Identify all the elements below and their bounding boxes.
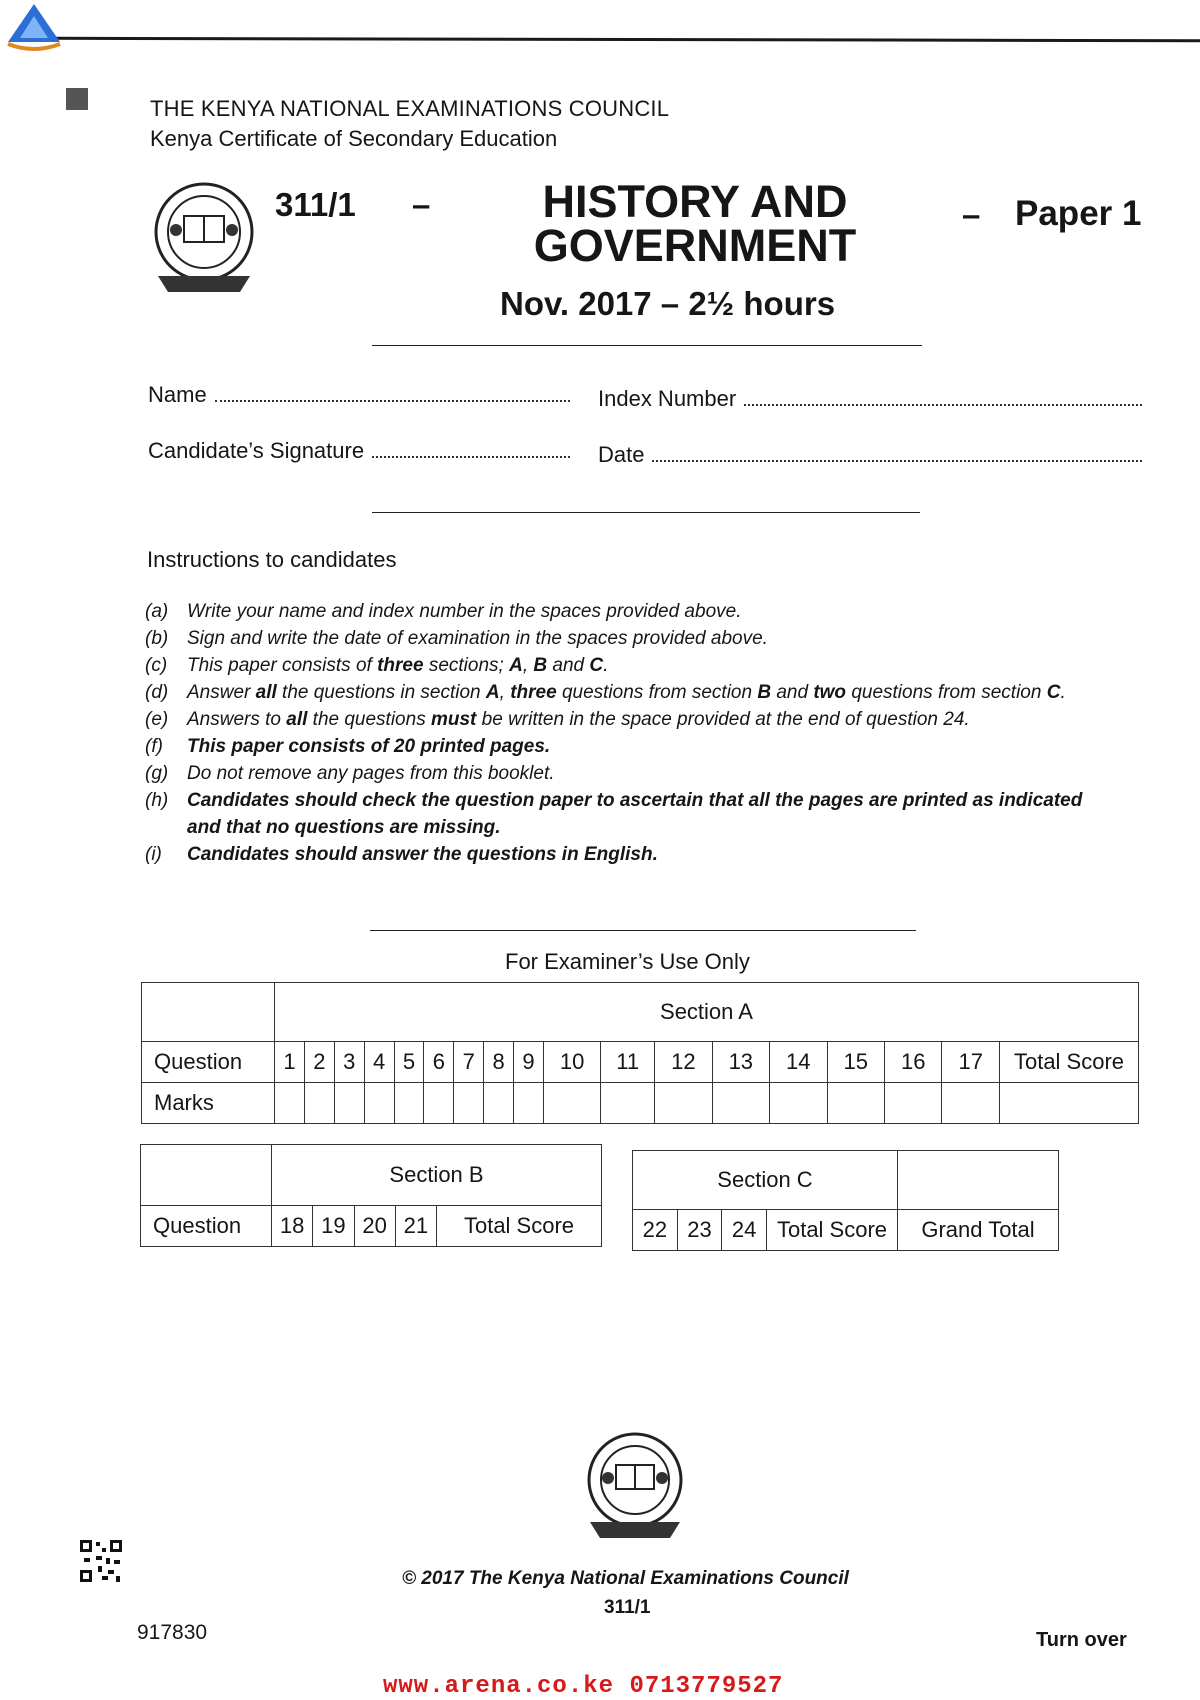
- section-b-title: Section B: [272, 1145, 602, 1206]
- instruction-item: (c) This paper consists of three sections; A, B and C.: [145, 655, 609, 676]
- knec-seal-icon: [582, 1430, 688, 1544]
- serial-number: 917830: [137, 1621, 208, 1644]
- total-score-label: Total Score: [767, 1210, 898, 1251]
- name-field[interactable]: [148, 382, 570, 408]
- marks-cell[interactable]: [942, 1083, 1000, 1124]
- table-corner: [142, 983, 275, 1042]
- section-b-table: [140, 1144, 602, 1247]
- marks-cell[interactable]: [484, 1083, 514, 1124]
- section-c-question-row: [633, 1210, 1059, 1251]
- question-number: 23: [677, 1210, 722, 1251]
- marks-cell[interactable]: [712, 1083, 769, 1124]
- footer-paper-code: 311/1: [604, 1597, 651, 1618]
- examiner-use-title: For Examiner’s Use Only: [505, 949, 750, 974]
- marks-cell[interactable]: [424, 1083, 454, 1124]
- instruction-item: (e) Answers to all the questions must be written in the space provided at the end of question 24.: [145, 709, 970, 730]
- name-label: Name: [148, 382, 207, 407]
- divider: [372, 512, 920, 513]
- question-number: 7: [454, 1042, 484, 1083]
- section-a-marks-row: [142, 1083, 1139, 1124]
- question-number: 16: [884, 1042, 941, 1083]
- question-number: 5: [394, 1042, 424, 1083]
- title-separator: –: [412, 186, 431, 223]
- instruction-item: (d) Answer all the questions in section A, three questions from section B and two questions from section C.: [145, 682, 1066, 703]
- marks-cell[interactable]: [884, 1083, 941, 1124]
- marks-cell[interactable]: [364, 1083, 394, 1124]
- site-logo-icon: [4, 2, 64, 54]
- marks-cell[interactable]: [304, 1083, 334, 1124]
- question-number: 17: [942, 1042, 1000, 1083]
- marks-cell[interactable]: [514, 1083, 544, 1124]
- question-number: 13: [712, 1042, 769, 1083]
- marks-cell[interactable]: [543, 1083, 600, 1124]
- exam-session: Nov. 2017 – 2½ hours: [500, 285, 836, 322]
- turn-over-note: Turn over: [1036, 1629, 1127, 1651]
- title-separator-2: –: [962, 196, 981, 233]
- section-c-table: [632, 1150, 1059, 1251]
- index-number-label: Index Number: [598, 386, 737, 411]
- question-number: 4: [364, 1042, 394, 1083]
- section-c-header-row: [633, 1151, 1059, 1210]
- question-number: 15: [827, 1042, 884, 1083]
- marks-cell[interactable]: [827, 1083, 884, 1124]
- marks-cell[interactable]: [454, 1083, 484, 1124]
- certificate-name: Kenya Certificate of Secondary Education: [150, 126, 558, 151]
- divider: [372, 345, 922, 346]
- paper-label: Paper 1: [1015, 194, 1142, 233]
- question-number: 9: [514, 1042, 544, 1083]
- knec-seal-icon: [148, 180, 260, 298]
- grand-total-cell[interactable]: [898, 1151, 1059, 1210]
- organization-name: THE KENYA NATIONAL EXAMINATIONS COUNCIL: [150, 96, 670, 121]
- subject-title: [505, 176, 885, 271]
- question-number: 8: [484, 1042, 514, 1083]
- total-score-label: Total Score: [437, 1206, 602, 1247]
- total-score-label: Total Score: [1000, 1042, 1139, 1083]
- question-number: 6: [424, 1042, 454, 1083]
- question-number: 18: [272, 1206, 313, 1247]
- index-number-field[interactable]: [598, 386, 1142, 412]
- section-c-title: Section C: [633, 1151, 898, 1210]
- question-number: 24: [722, 1210, 767, 1251]
- marks-cell[interactable]: [601, 1083, 655, 1124]
- question-number: 11: [601, 1042, 655, 1083]
- signature-label: Candidate’s Signature: [148, 438, 365, 463]
- instruction-item: (b) Sign and write the date of examination in the spaces provided above.: [145, 628, 768, 649]
- divider: [370, 930, 916, 931]
- section-a-table: [141, 982, 1139, 1124]
- marks-label: Marks: [142, 1083, 275, 1124]
- subject-line-2: GOVERNMENT: [533, 220, 857, 271]
- question-number: 3: [334, 1042, 364, 1083]
- subject-line-1: HISTORY AND: [542, 176, 848, 227]
- copyright-notice: © 2017 The Kenya National Examinations Council: [402, 1568, 849, 1589]
- question-number: 2: [304, 1042, 334, 1083]
- section-a-question-row: [142, 1042, 1139, 1083]
- date-label: Date: [598, 442, 645, 467]
- date-field[interactable]: [598, 442, 1142, 468]
- instruction-item: (h) Candidates should check the question paper to ascertain that all the pages are printed as indicated and that no questions are missing.: [145, 790, 1083, 838]
- question-number: 19: [313, 1206, 354, 1247]
- qr-code-icon: [78, 1538, 124, 1584]
- website-watermark[interactable]: www.arena.co.ke 0713779527: [383, 1673, 784, 1700]
- question-number: 14: [770, 1042, 827, 1083]
- paper-code: 311/1: [275, 186, 356, 223]
- signature-field[interactable]: [148, 438, 570, 464]
- question-number: 22: [633, 1210, 678, 1251]
- marks-cell[interactable]: [770, 1083, 827, 1124]
- instructions-list: [145, 598, 1095, 868]
- question-number: 1: [275, 1042, 305, 1083]
- section-b-header-row: [141, 1145, 602, 1206]
- section-a-header-row: [142, 983, 1139, 1042]
- instruction-item: (i) Candidates should answer the questions in English.: [145, 844, 658, 865]
- total-score-cell[interactable]: [1000, 1083, 1139, 1124]
- section-a-title: Section A: [275, 983, 1139, 1042]
- scan-mark: [66, 88, 88, 110]
- question-number: 10: [543, 1042, 600, 1083]
- instruction-item: (a) Write your name and index number in the spaces provided above.: [145, 601, 742, 622]
- marks-cell[interactable]: [275, 1083, 305, 1124]
- question-label: Question: [142, 1042, 275, 1083]
- top-rule: [55, 37, 1200, 42]
- question-number: 21: [395, 1206, 436, 1247]
- section-b-question-row: [141, 1206, 602, 1247]
- question-number: 12: [655, 1042, 712, 1083]
- instructions-title: Instructions to candidates: [147, 547, 397, 572]
- instruction-item: (f) This paper consists of 20 printed pages.: [145, 736, 551, 757]
- marks-cell[interactable]: [394, 1083, 424, 1124]
- marks-cell[interactable]: [655, 1083, 712, 1124]
- instruction-item: (g) Do not remove any pages from this booklet.: [145, 763, 555, 784]
- marks-cell[interactable]: [334, 1083, 364, 1124]
- table-corner: [141, 1145, 272, 1206]
- grand-total-label: Grand Total: [898, 1210, 1059, 1251]
- question-label: Question: [141, 1206, 272, 1247]
- question-number: 20: [354, 1206, 395, 1247]
